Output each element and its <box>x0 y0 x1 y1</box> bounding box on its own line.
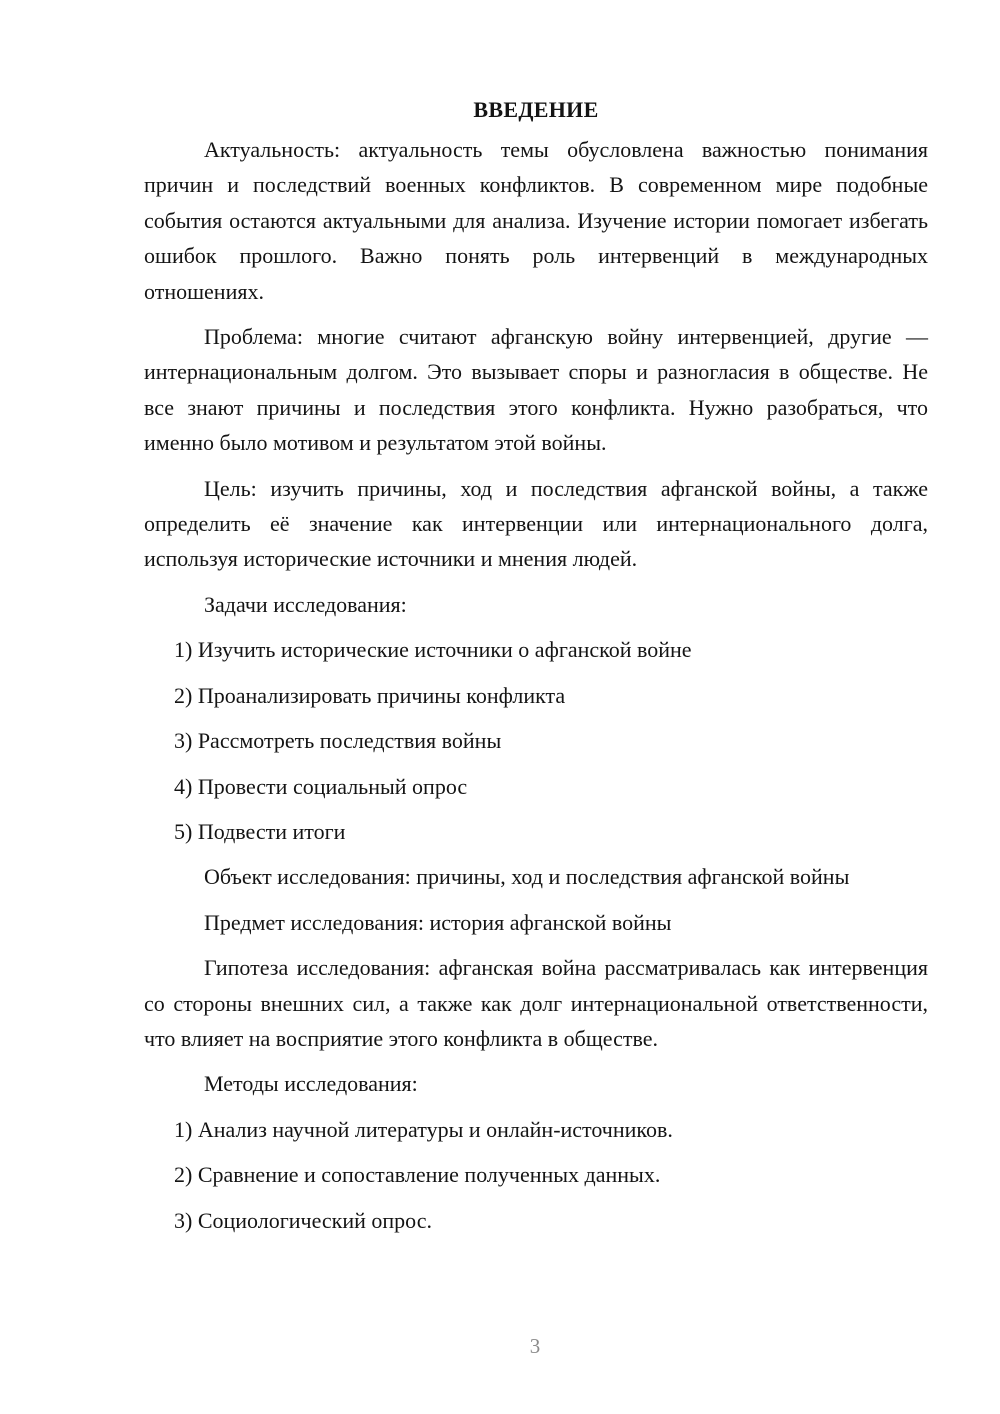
document-page <box>144 92 928 1248</box>
methods-heading: Методы исследования: <box>204 1071 418 1097</box>
task-item: 5) Подвести итоги <box>174 818 346 844</box>
object-paragraph: Объект исследования: причины, ход и последствия афганской войны <box>204 864 850 890</box>
method-item: 1) Анализ научной литературы и онлайн-источников. <box>174 1116 673 1142</box>
hypothesis-paragraph: Гипотеза исследования: афганская война рассматривалась как интервенция со стороны внешних сил, а также как долг интернациональной ответственности, что влияет на восприятие этого конфликта в обществе. <box>144 955 928 1051</box>
relevance-paragraph: Актуальность: актуальность темы обусловлена важностью понимания причин и последствий военных конфликтов. В современном мире подобные события остаются актуальными для анализа. Изучение истории помогает избегать ошибок прошлого. Важно понять роль интервенций в международных отношениях. <box>144 137 928 304</box>
task-item: 3) Рассмотреть последствия войны <box>174 728 502 754</box>
method-item: 3) Социологический опрос. <box>174 1207 432 1233</box>
method-item: 2) Сравнение и сопоставление полученных данных. <box>174 1162 661 1188</box>
methods-list <box>144 1112 928 1238</box>
page-title: ВВЕДЕНИЕ <box>473 97 599 122</box>
tasks-heading: Задачи исследования: <box>204 591 407 617</box>
tasks-list <box>144 632 928 849</box>
task-item: 4) Провести социальный опрос <box>174 773 468 799</box>
page-number: 3 <box>529 1334 541 1358</box>
subject-paragraph: Предмет исследования: история афганской войны <box>204 909 672 935</box>
task-item: 2) Проанализировать причины конфликта <box>174 682 566 708</box>
task-item: 1) Изучить исторические источники о афганской войне <box>174 637 692 663</box>
goal-paragraph: Цель: изучить причины, ход и последствия афганской войны, а также определить её значение как интервенции или интернационального долга, используя исторические источники и мнения людей. <box>144 475 928 572</box>
problem-paragraph: Проблема: многие считают афганскую войну интервенцией, другие — интернациональным долгом. Это вызывает споры и разногласия в обществе. Не все знают причины и последствия этого конфликта. Нужно разобраться, что именно было мотивом и результатом этой войны. <box>144 324 928 456</box>
